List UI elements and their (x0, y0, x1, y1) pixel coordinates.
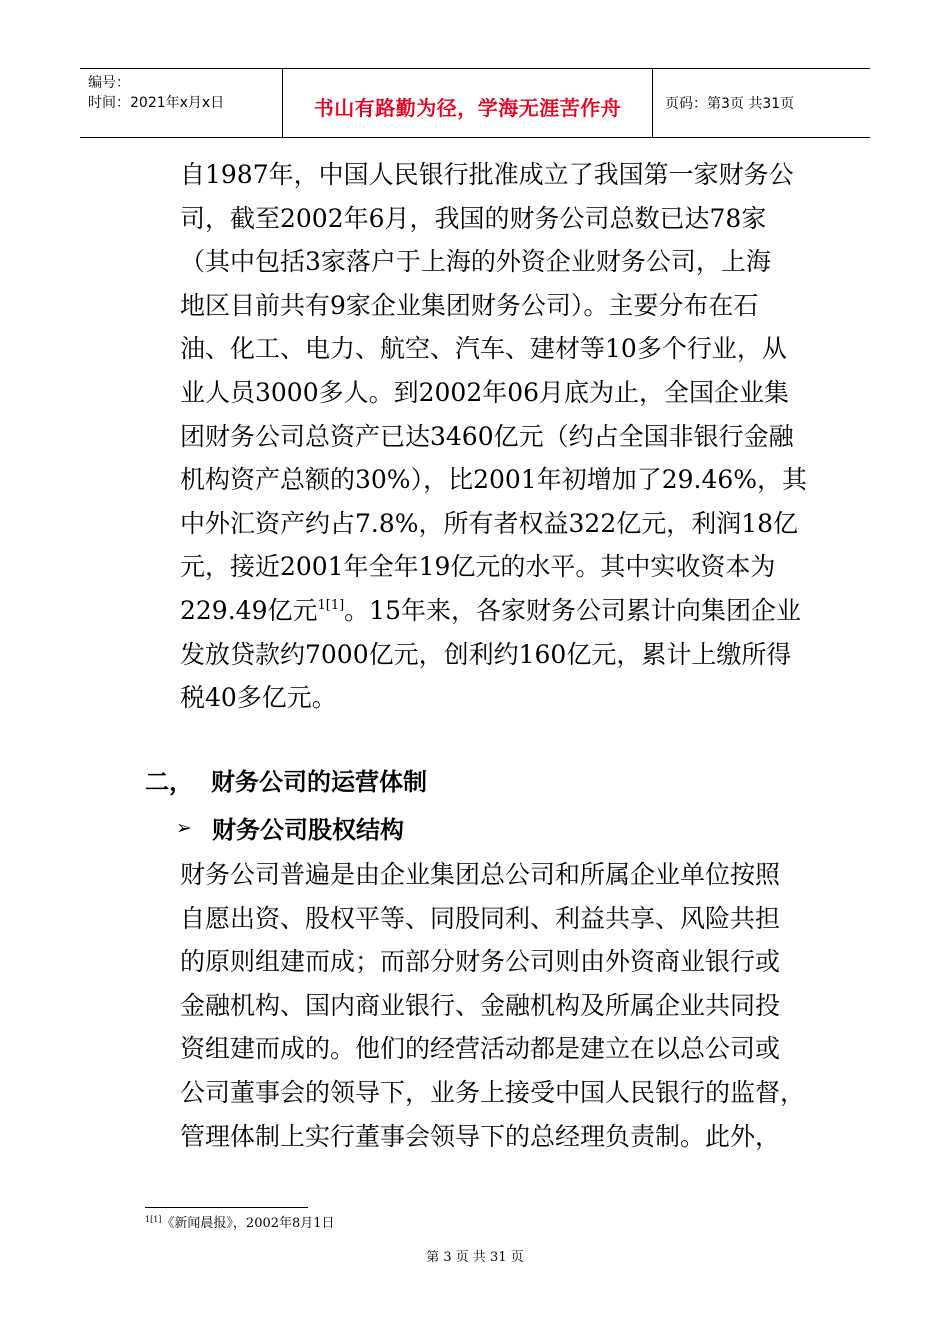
text-segment: 229.49亿元 (180, 595, 318, 625)
text-line: 资组建而成的。他们的经营活动都是建立在以总公司或 (180, 1034, 781, 1064)
text-line: 税40多亿元。 (180, 683, 337, 713)
text-line: （其中包括3家落户于上海的外资企业财务公司，上海 (180, 247, 771, 277)
text-line: 中外汇资产约占7.8%，所有者权益322亿元，利润18亿 (180, 508, 799, 538)
footnote-reference[interactable]: 1[1] (317, 597, 345, 613)
footnote-divider (145, 1207, 308, 1208)
text-line: 团财务公司总资产已达3460亿元（约占全国非银行金融 (180, 421, 794, 451)
text-line: 元，接近2001年全年19亿元的水平。其中实收资本为 (180, 552, 776, 582)
footnote (145, 1212, 335, 1231)
text-line: 机构资产总额的30%），比2001年初增加了29.46%，其 (180, 465, 808, 495)
text-line: 公司董事会的领导下，业务上接受中国人民银行的监督， (180, 1077, 806, 1107)
document-number: 编号： (88, 75, 130, 91)
text-line: 金融机构、国内商业银行、金融机构及所属企业共同投 (180, 990, 781, 1020)
section-heading (145, 762, 427, 797)
arrow-bullet-icon: ➢ (176, 816, 192, 839)
text-line: 管理体制上实行董事会领导下的总经理负责制。此外， (180, 1121, 781, 1151)
subsection-title: 财务公司股权结构 (212, 816, 404, 844)
page-header (80, 68, 870, 138)
subsection-heading (176, 810, 404, 845)
text-line: 司，截至2002年6月，我国的财务公司总数已达78家 (180, 203, 767, 233)
text-line: 业人员3000多人。到2002年06月底为止，全国企业集 (180, 377, 790, 407)
page-number: 第 3 页 共 31 页 (426, 1250, 524, 1265)
text-line: 自愿出资、股权平等、同股同利、利益共享、风险共担 (180, 903, 781, 933)
section-number: 二， (145, 768, 193, 796)
header-page-info: 页码：第3页 共31页 (665, 96, 795, 112)
footnote-marker: 1[1] (145, 1215, 162, 1224)
text-line: 自1987年，中国人民银行批准成立了我国第一家财务公 (180, 160, 794, 189)
section-title: 财务公司的运营体制 (211, 768, 427, 796)
text-line: 地区目前共有9家企业集团财务公司）。主要分布在石 (180, 290, 759, 320)
footnote-text: 《新闻晨报》，2002年8月1日 (161, 1216, 335, 1231)
header-meta (80, 69, 283, 137)
text-line: 油、化工、电力、航空、汽车、建材等10多个行业，从 (180, 334, 787, 364)
text-line: 财务公司普遍是由企业集团总公司和所属企业单位按照 (180, 860, 781, 889)
text-line: 发放贷款约7000亿元，创利约160亿元，累计上缴所得 (180, 639, 792, 669)
text-segment: 。15年来，各家财务公司累计向集团企业 (344, 595, 801, 625)
document-date: 时间：2021年x月x日 (88, 95, 225, 111)
motto: 书山有路勤为径，学海无涯苦作舟 (313, 95, 622, 120)
text-line: 的原则组建而成；而部分财务公司则由外资商业银行或 (180, 947, 781, 977)
text-line-with-reference (180, 589, 810, 633)
header-motto-cell (283, 69, 653, 137)
paragraph-2 (180, 853, 810, 1158)
paragraph-1 (180, 153, 810, 720)
